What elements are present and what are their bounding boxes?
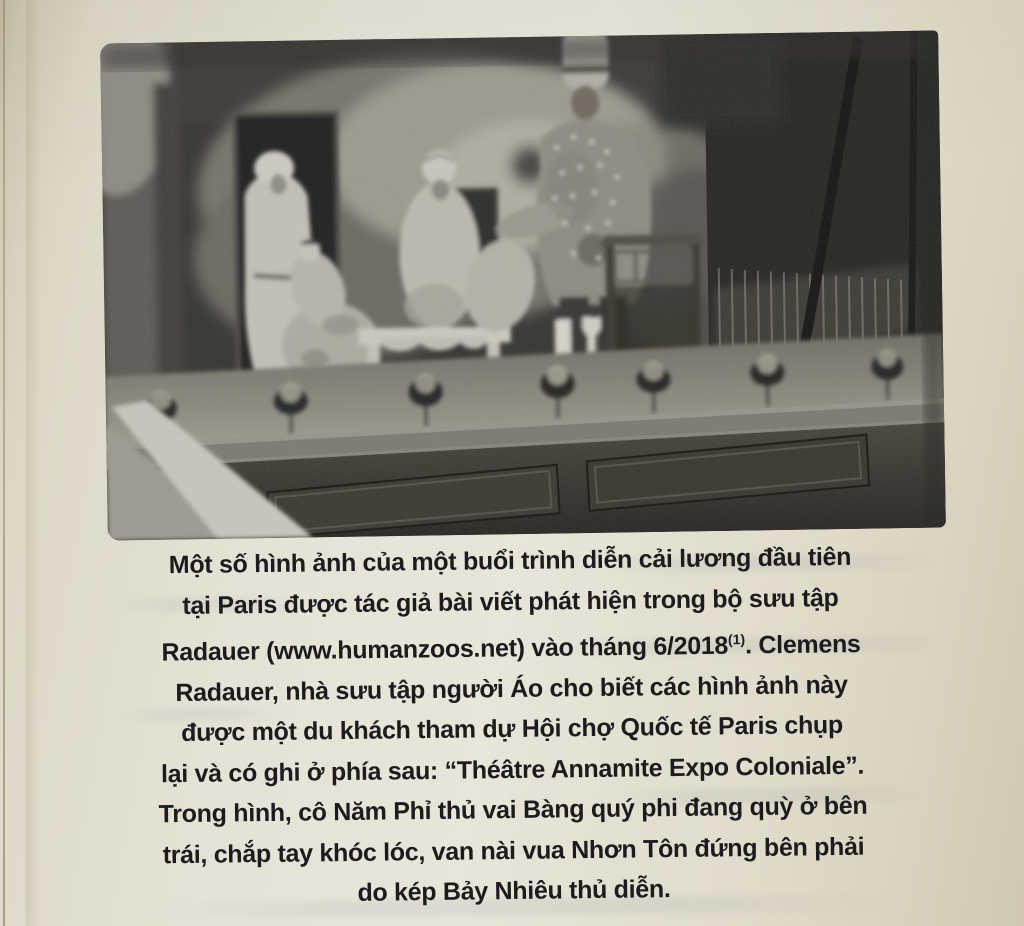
caption-line-2: tại Paris được tác giả bài viết phát hiện trong bộ sưu tập <box>182 583 839 620</box>
footnote-marker: (1) <box>727 631 746 648</box>
film-grain <box>100 30 946 540</box>
caption-line-7: Trong hình, cô Năm Phỉ thủ vai Bàng quý phi đang quỳ ở bên <box>158 791 868 829</box>
caption-line-6: lại và có ghi ở phía sau: “Théâtre Annamite Expo Coloniale”. <box>160 751 865 789</box>
caption-line-4: Radauer, nhà sưu tập người Áo cho biết các hình ảnh này <box>175 670 848 707</box>
caption-line-1: Một số hình ảnh của một buổi trình diễn cải lương đầu tiên <box>168 542 852 580</box>
caption-line-8: trái, chắp tay khóc lóc, van nài vua Nhơn Tôn đứng bên phải <box>162 832 865 870</box>
stage-photo-canvas <box>100 30 946 540</box>
caption-line-3-pre: Radauer (www.humanzoos.net) vào tháng 6/2018 <box>161 631 729 667</box>
photo-caption <box>0 535 1024 918</box>
caption-line-3-post: . Clemens <box>744 630 861 660</box>
caption-line-9: do kép Bảy Nhiêu thủ diễn. <box>357 875 671 908</box>
caption-line-5: được một du khách tham dự Hội chợ Quốc tế Paris chụp <box>180 711 844 748</box>
stage-photograph <box>100 30 946 540</box>
